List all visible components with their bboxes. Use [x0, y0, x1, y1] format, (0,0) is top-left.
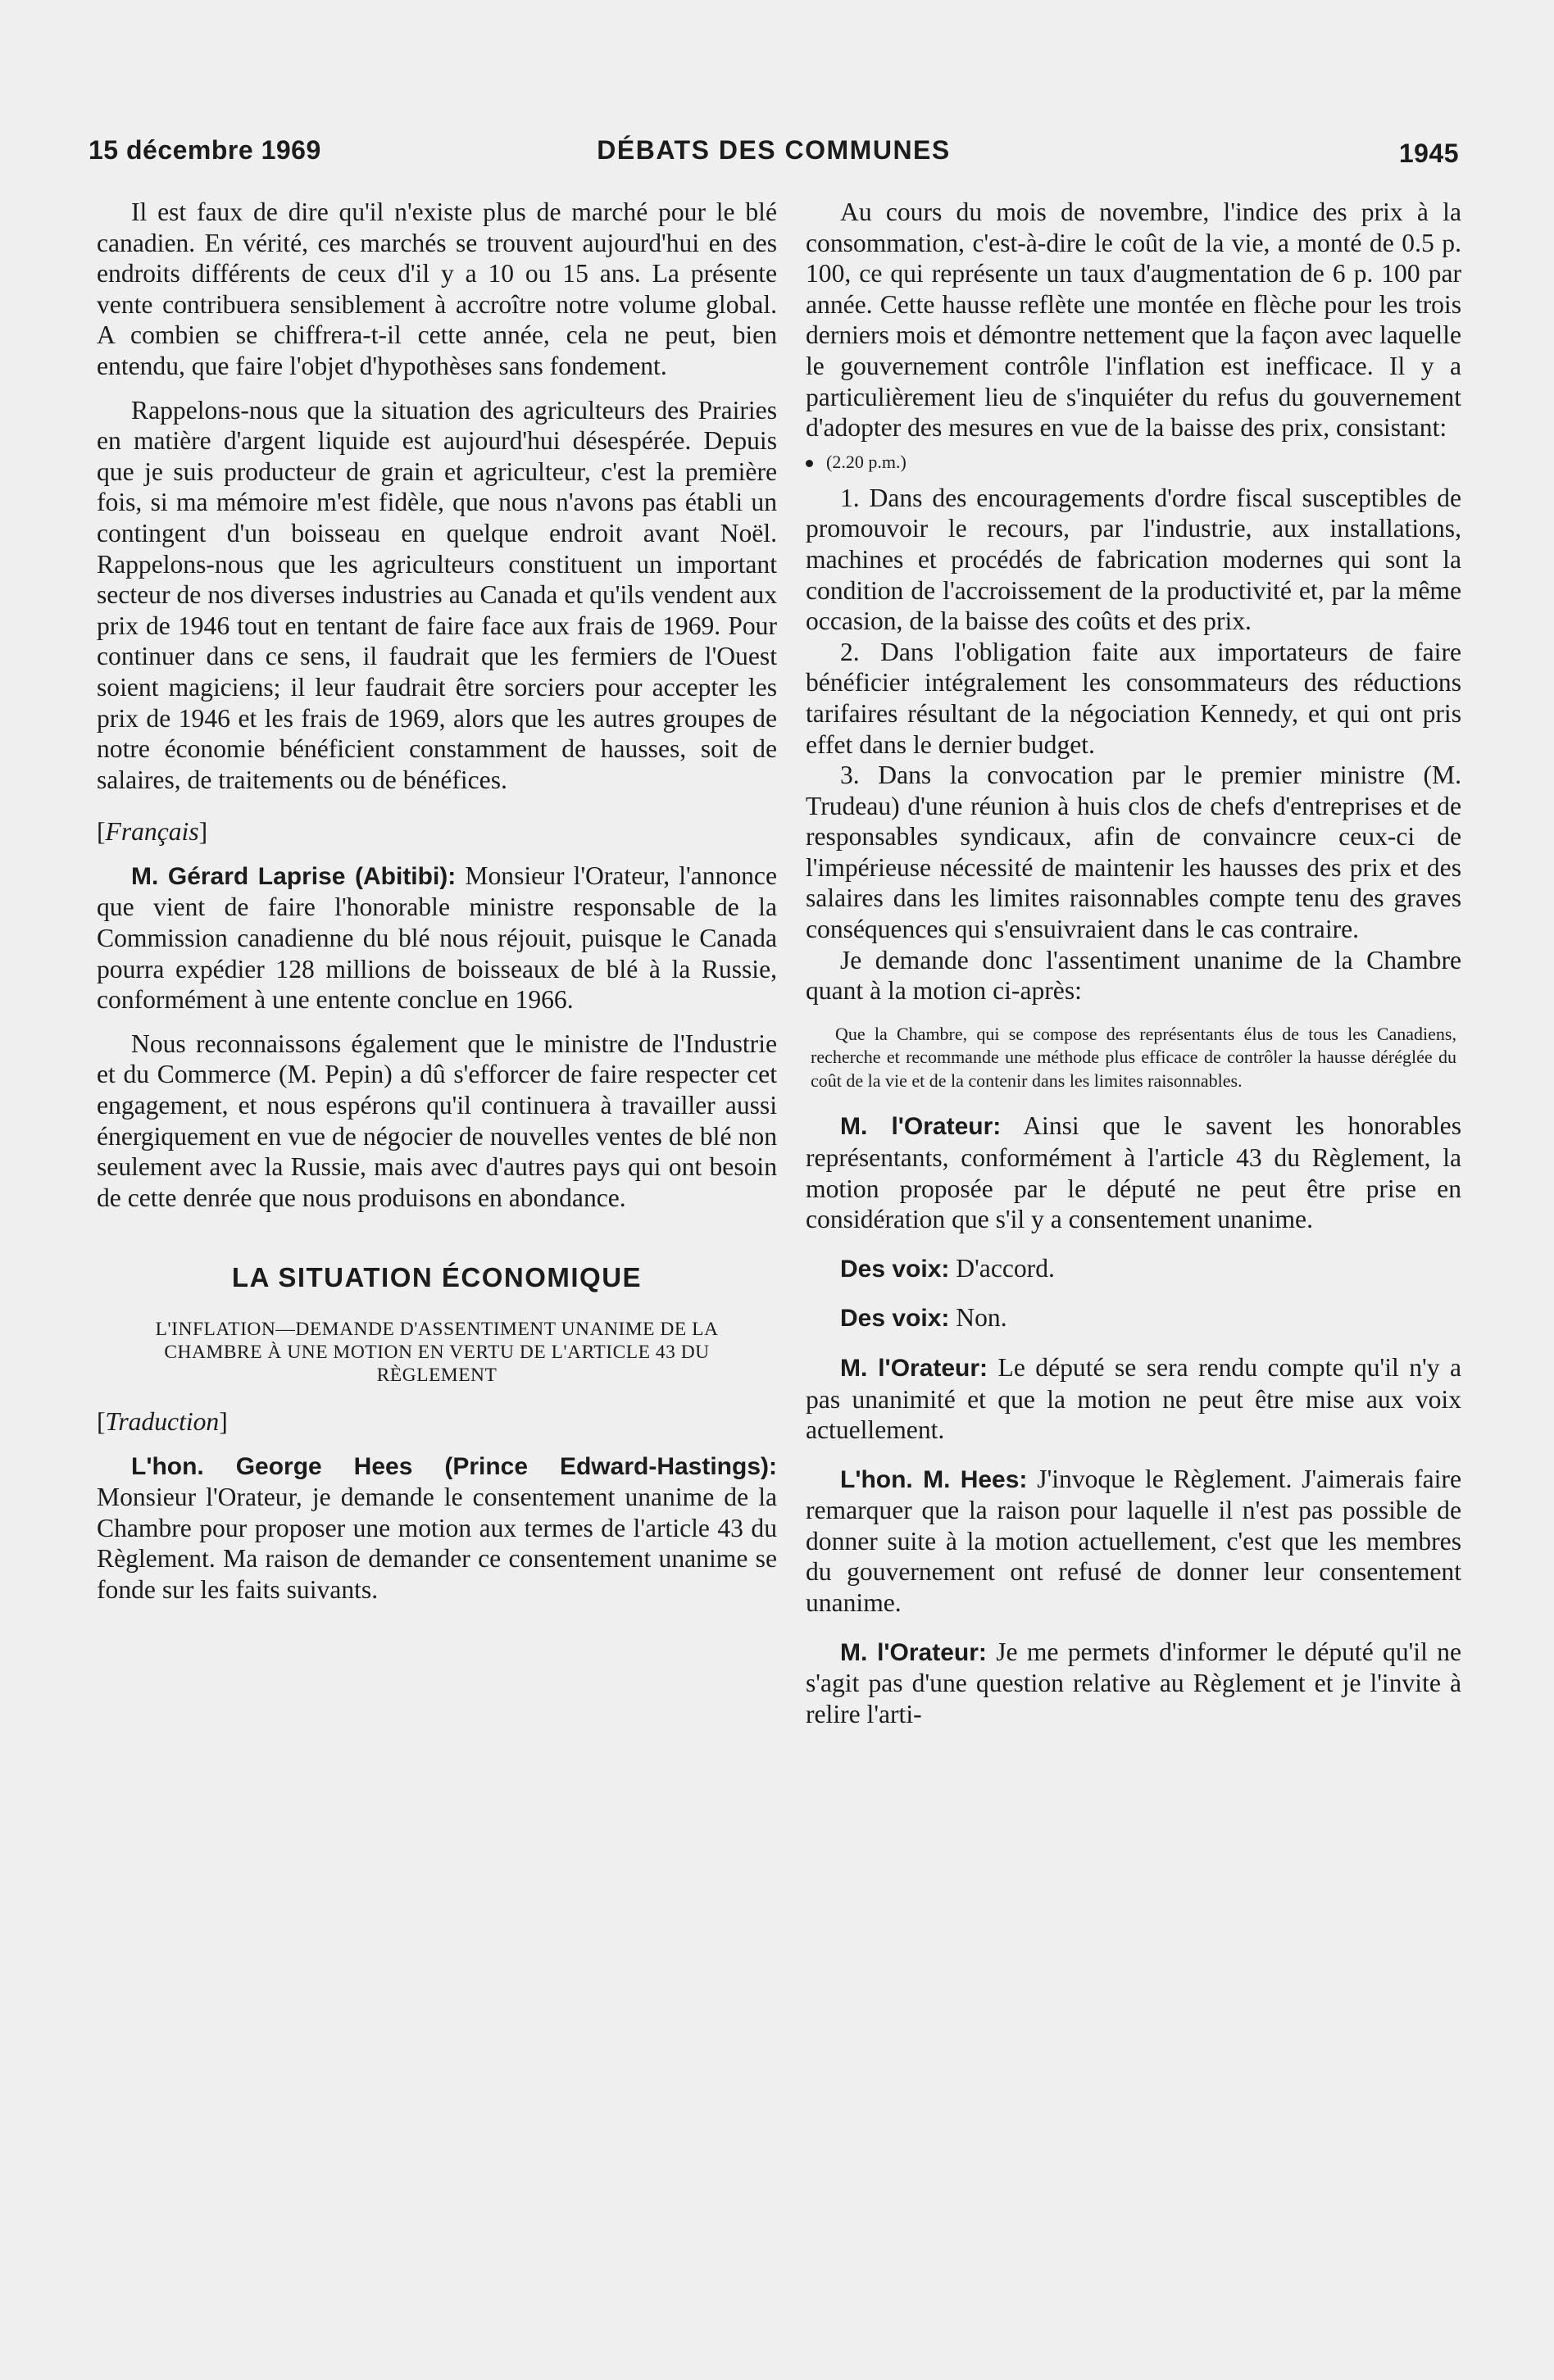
language-marker-text: Traduction [105, 1407, 220, 1436]
paragraph: Je demande donc l'assentiment unanime de la Chambre quant à la motion ci-après: [806, 945, 1461, 1006]
speech-text: Le député se sera rendu compte qu'il n'y a pas unanimité et que la motion ne peut être mise aux voix actuellement. [806, 1352, 1461, 1445]
header-title: DÉBATS DES COMMUNES [597, 135, 951, 165]
right-column [806, 197, 1461, 1729]
speaker-name: M. l'Orateur: [840, 1354, 988, 1382]
paragraph: Il est faux de dire qu'il n'existe plus de marché pour le blé canadien. En vérité, ces marchés se trouvent aujourd'hui en des endroits différents de ceux d'il y a 10 ou 15 ans. La présente vente contribuera sensiblement à accroître notre volume global. A combien se chiffrera-t-il cette année, cela ne peut, bien entendu, que faire l'objet d'hypothèses sans fondement. [97, 198, 777, 380]
speaker-name: M. Gérard Laprise (Abitibi): [131, 862, 457, 890]
speech-paragraph [806, 1464, 1461, 1619]
speech-text: Ainsi que le savent les honorables représentants, conformément à l'article 43 du Règlement, la motion proposée par le député ne peut être prise en considération que s'il y a consentement unanime. [806, 1111, 1461, 1234]
speaker-name: M. l'Orateur: [840, 1113, 1002, 1141]
speech-text: Je me permets d'informer le député qu'il ne s'agit pas d'une question relative au Règlement et je l'invite à relire l'arti- [806, 1637, 1461, 1728]
time-marker [806, 450, 1461, 475]
speaker-name: Des voix: [840, 1255, 950, 1283]
vote-line [806, 1253, 1461, 1285]
paragraph: Au cours du mois de novembre, l'indice des prix à la consommation, c'est-à-dire le coût de la vie, a monté de 0.5 p. 100, ce qui représente un taux d'augmentation de 6 p. 100 par année. Cette hausse reflète une montée en flèche pour les trois derniers mois et démontre nettement que la façon avec laquelle le gouvernement contrôle l'inflation est inefficace. Il y a particulièrement lieu de s'inquiéter du refus du gouvernement d'adopter des mesures en vue de la baisse des prix, consistant: [806, 198, 1461, 443]
vote-line [806, 1302, 1461, 1334]
speech-paragraph [806, 1352, 1461, 1446]
speaker-name: L'hon. M. Hees: [840, 1465, 1028, 1493]
speaker-name: M. l'Orateur: [840, 1638, 987, 1666]
bullet-icon [806, 460, 813, 467]
language-marker-text: Français [105, 817, 199, 847]
language-marker: [Traduction] [97, 1407, 228, 1436]
sub-heading: L'INFLATION—DEMANDE D'ASSENTIMENT UNANIME DE LA CHAMBRE À UNE MOTION EN VERTU DE L'ARTICLE 43 DU RÈGLEMENT [155, 1319, 719, 1386]
list-item: 2. Dans l'obligation faite aux importateurs de faire bénéficier intégralement les consommateurs des réductions tarifaires résultant de la négociation Kennedy, et qui ont pris effet dans le dernier budget. [806, 637, 1461, 759]
paragraph: Rappelons-nous que la situation des agriculteurs des Prairies en matière d'argent liquide est aujourd'hui désespérée. Depuis que je suis producteur de grain et agriculteur, c'est la première fois, si ma mémoire m'est fidèle, que nous n'avons pas établi un contingent d'un boisseau en quelque endroit avant Noël. Rappelons-nous que les agriculteurs constituent un important secteur de nos diverses industries au Canada et qu'ils vendent aux prix de 1946 tout en tentant de faire face aux frais de 1969. Pour continuer dans ce sens, il faudrait que les fermiers de l'Ouest soient magiciens; il leur faudrait être sorciers pour accepter les prix de 1946 et les frais de 1969, alors que les autres groupes de notre économie bénéficient constamment de hausses, soit de salaires, de traitements ou de bénéfices. [97, 395, 777, 794]
speech-paragraph [97, 1451, 777, 1606]
speaker-name: L'hon. George Hees (Prince Edward-Hastings): [131, 1452, 777, 1480]
speech-paragraph [806, 1111, 1461, 1234]
votes [806, 1253, 1461, 1334]
header-date: 15 décembre 1969 [89, 135, 321, 165]
speaker-name: Des voix: [840, 1305, 950, 1333]
list-item: 1. Dans des encouragements d'ordre fiscal susceptibles de promouvoir le recours, par l'industrie, aux installations, machines et procédés de fabrication modernes qui sont la condition de l'accroissement de la productivité et, par la même occasion, de la baisse des coûts et des prix. [806, 483, 1461, 636]
speech-text: Monsieur l'Orateur, l'annonce que vient de faire l'honorable ministre responsable de la Commission canadienne du blé nous réjouit, puisque le Canada pourra expédier 128 millions de boisseaux de blé à la Russie, conformément à une entente conclue en 1966. [97, 861, 777, 1015]
page-number: 1945 [1398, 139, 1459, 168]
speech-paragraph [97, 861, 777, 1015]
speech-text: Monsieur l'Orateur, je demande le consentement unanime de la Chambre pour proposer une motion aux termes de l'article 43 du Règlement. Ma raison de demander ce consentement unanime se fonde sur les faits suivants. [97, 1483, 777, 1604]
section-heading: LA SITUATION ÉCONOMIQUE [231, 1262, 643, 1293]
left-column [97, 197, 777, 1606]
list-item: 3. Dans la convocation par le premier ministre (M. Trudeau) d'une réunion à huis clos de chefs d'entreprises et de responsables syndicaux, afin de convaincre ceux-ci de l'impérieuse nécessité de maintenir les hausses des prix et des salaires dans les limites raisonnables compte tenu des graves conséquences qui s'ensuivraient dans le cas contraire. [806, 761, 1461, 944]
speech-text: J'invoque le Règlement. J'aimerais faire remarquer que la raison pour laquelle il n'est pas possible de donner suite à la motion actuellement, c'est que les membres du gouvernement ont refusé de donner leur consentement unanime. [806, 1464, 1461, 1618]
paragraph: Nous reconnaissons également que le ministre de l'Industrie et du Commerce (M. Pepin) a dû s'efforcer de faire respecter cet engagement, et nous espérons qu'il continuera à travailler aussi énergiquement en vue de négocier de nouvelles ventes de blé non seulement avec la Russie, mais avec d'autres pays qui ont besoin de cette denrée que nous produisons en abondance. [97, 1029, 777, 1212]
speech-text: Non. [956, 1303, 1007, 1333]
motion-text: Que la Chambre, qui se compose des représentants élus de tous les Canadiens, recherche et recommande une méthode plus efficace de contrôler la hausse déréglée du coût de la vie et de la contenir dans les limites raisonnables. [811, 1023, 1456, 1091]
language-marker: [Français] [97, 817, 208, 847]
time-marker-text: (2.20 p.m.) [826, 451, 906, 472]
running-head [89, 135, 1459, 176]
speech-text: D'accord. [956, 1253, 1055, 1283]
speech-paragraph [806, 1637, 1461, 1730]
